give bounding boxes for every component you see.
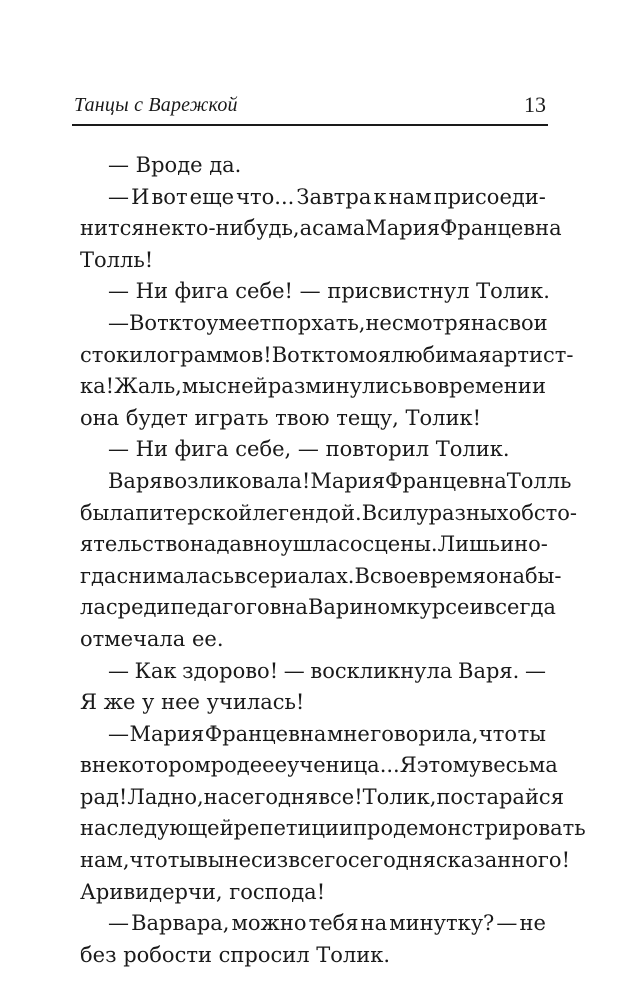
text-line: ятельств она давно ушла со сцены. Лишь ино- [80, 532, 548, 557]
text-line: — И вот еще что... Завтра к нам присоеди- [108, 184, 546, 209]
text-line: — Как здорово! — воскликнула Варя. — [108, 658, 546, 683]
text-line: Варя возликовала! Мария Францевна Толль [108, 468, 572, 493]
text-line: — Вроде да. [108, 153, 242, 177]
page-number: 13 [524, 92, 546, 117]
text-line: Я же у нее училась! [80, 690, 305, 715]
text-line: рад! Ладно, на сегодня все! Толик, постарайся [80, 784, 564, 809]
text-line: нам, что ты вынес из всего сегодня сказанного! [80, 848, 571, 873]
text-line: ла среди педагогов на Варином курсе и всегда [80, 595, 556, 620]
text-line: сто килограммов! Вот кто моя любимая артист- [80, 342, 574, 367]
text-line: — Варвара, можно тебя на минутку? — не [108, 911, 546, 936]
text-line: отмечала ее. [80, 626, 224, 651]
text-line: нится не кто-нибудь, а сама Мария Францевна [80, 216, 562, 241]
text-line: в некотором роде ее ученица... Я этому весьма [80, 753, 558, 778]
text-line: — Мария Францевна мне говорила, что ты [108, 721, 546, 746]
header-rule [72, 124, 548, 126]
text-line: без робости спросил Толик. [80, 942, 391, 967]
text-line: была питерской легендой. В силу разных обсто- [80, 500, 577, 525]
text-line: Толль! [80, 247, 154, 272]
text-line: гда снималась в сериалах. В свое время она бы- [80, 563, 562, 588]
text-line: — Вот кто умеет порхать, несмотря на свои [108, 310, 548, 335]
text-line: на следующей репетиции продемонстрировать [80, 816, 586, 841]
text-line: — Ни фига себе, — повторил Толик. [108, 437, 510, 462]
running-head [72, 92, 548, 122]
text-line: Аривидерчи, господа! [80, 879, 326, 904]
text-line: ка! Жаль, мы с ней разминулись во времени и [80, 374, 546, 399]
running-title: Танцы с Варежкой [74, 94, 238, 116]
text-line: она будет играть твою тещу, Толик! [80, 405, 482, 430]
body-text [80, 150, 586, 971]
text-line: — Ни фига себе! — присвистнул Толик. [108, 279, 550, 304]
